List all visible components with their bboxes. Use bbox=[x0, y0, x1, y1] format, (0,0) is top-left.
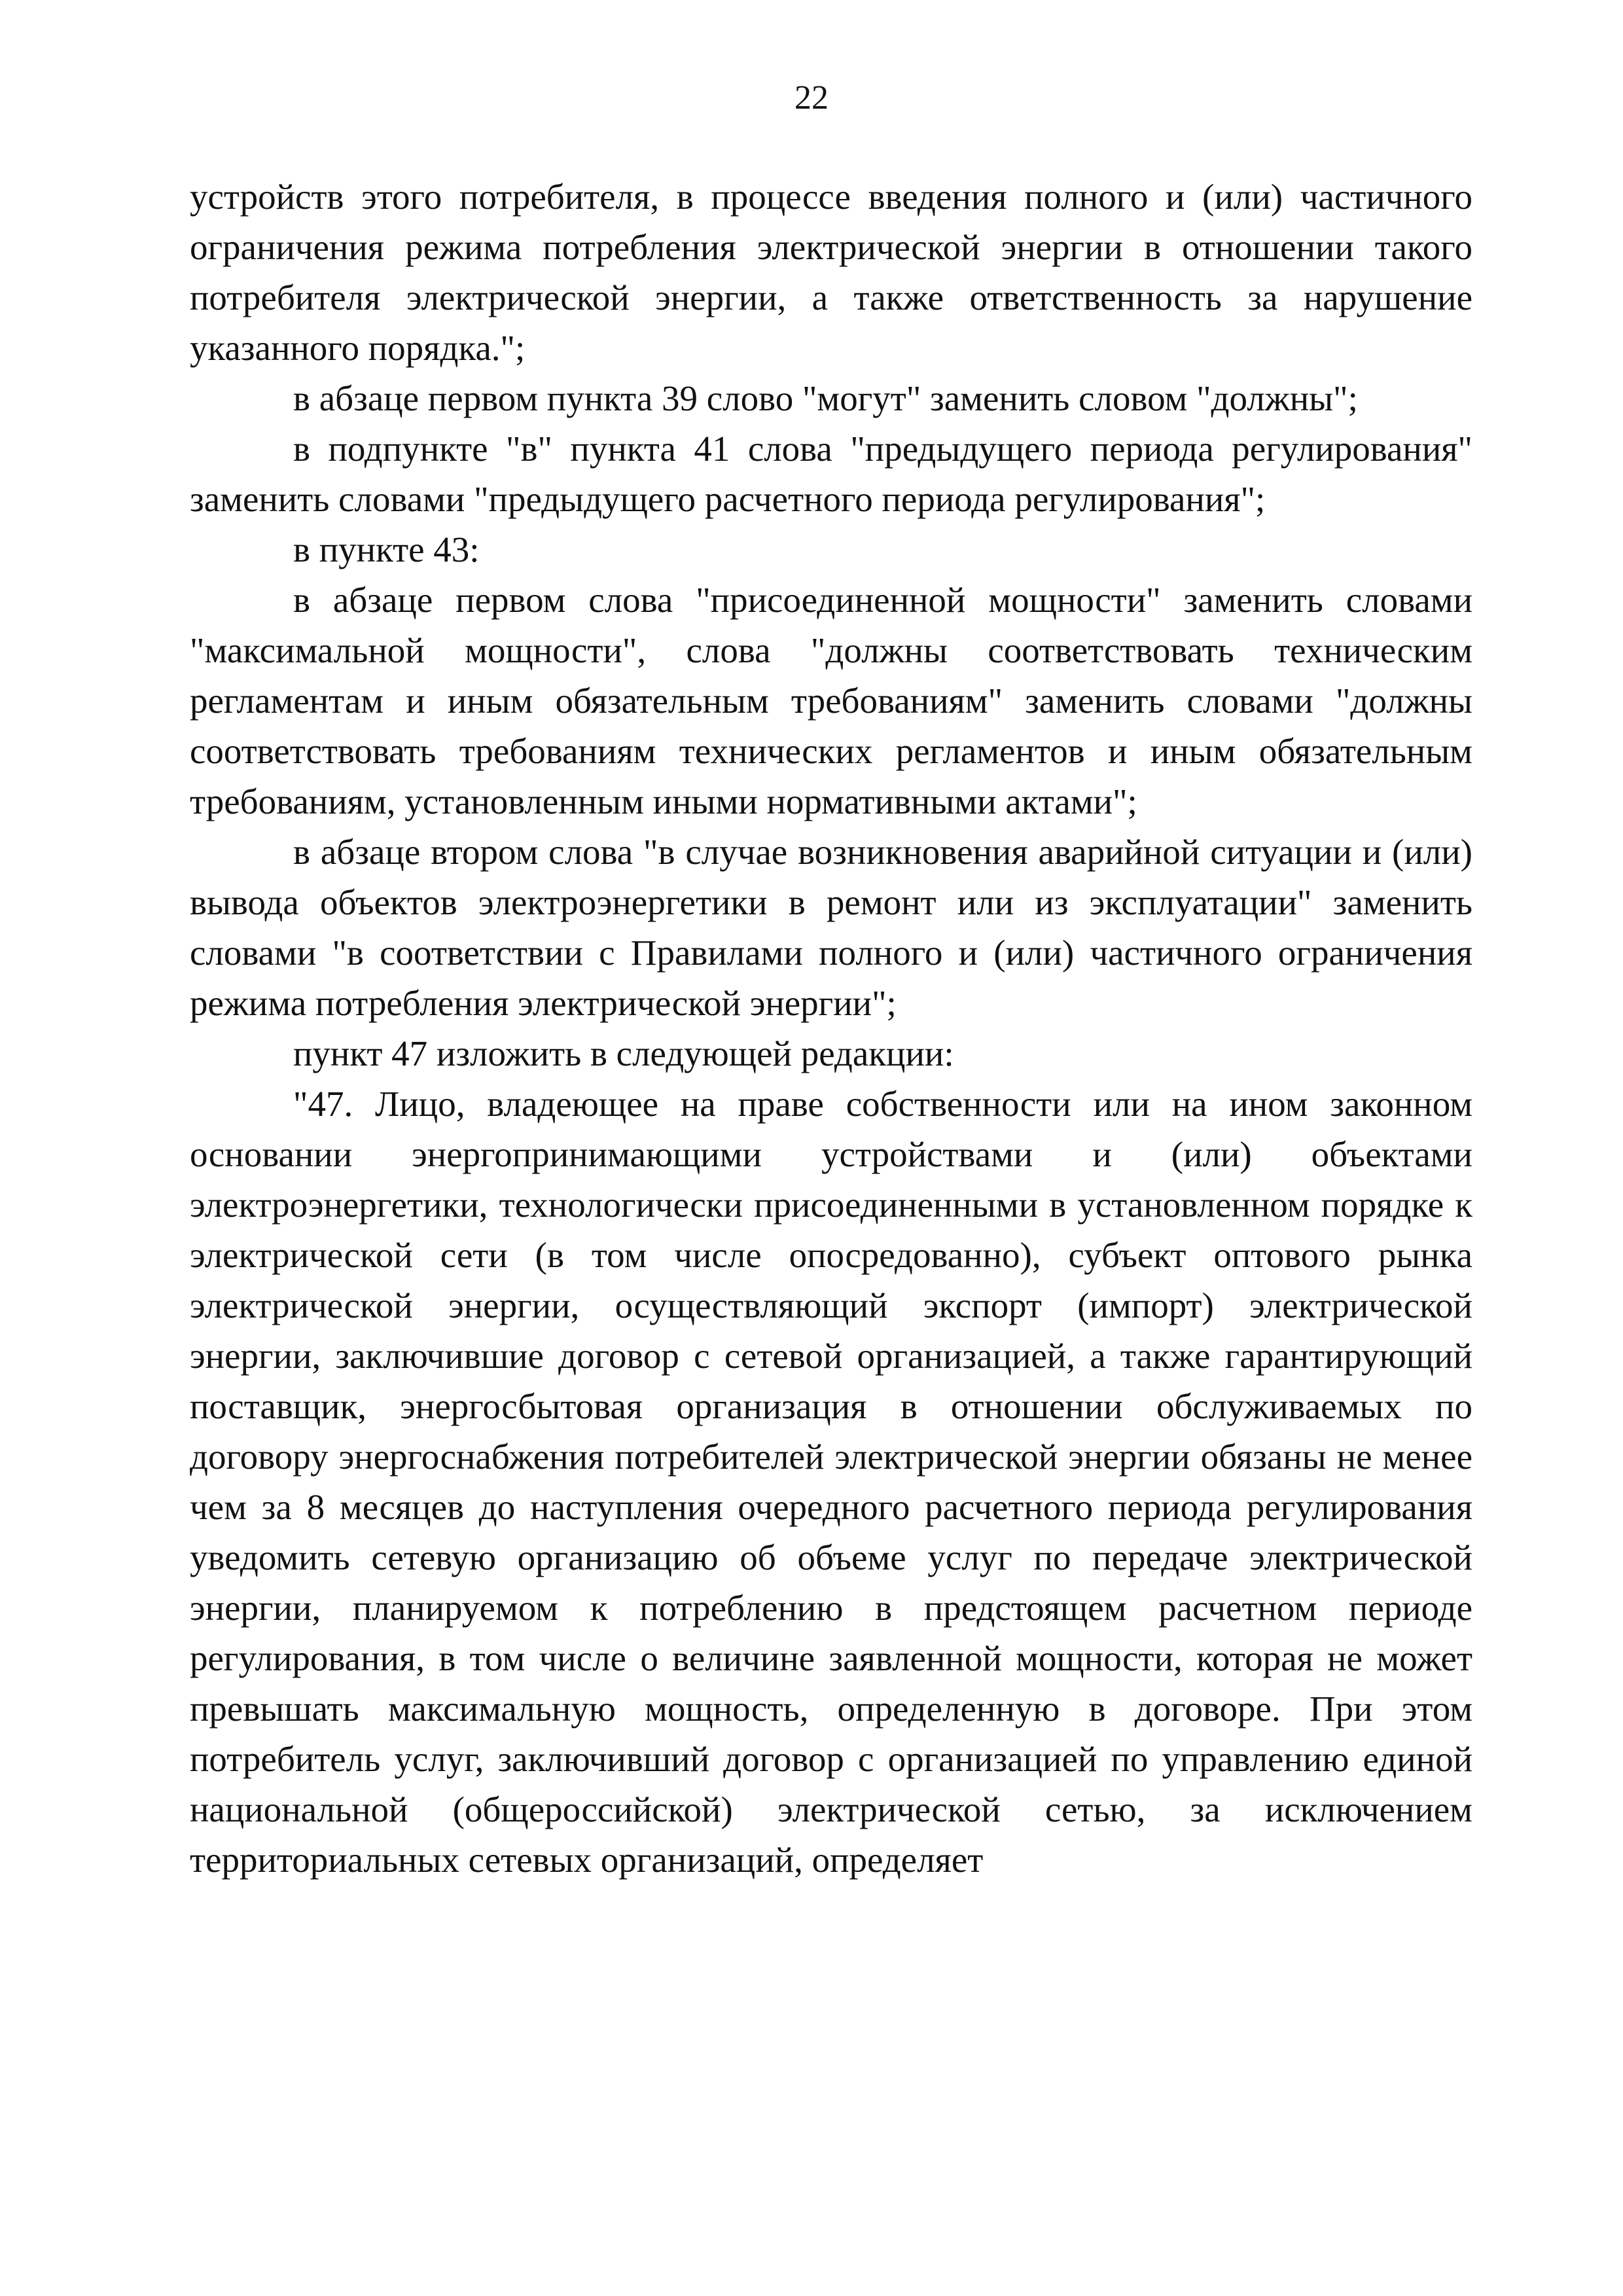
paragraph-item-43: в пункте 43: bbox=[293, 529, 480, 569]
paragraph-item-39: в абзаце первом пункта 39 слово "могут" заменить словом "должны"; bbox=[293, 378, 1358, 418]
paragraph-item-43-second: в абзаце втором слова "в случае возникновения аварийной ситуации и (или) вывода объектов электроэнергетики в ремонт или из эксплуатации" заменить словами "в соответствии с Правилами полного и (или) частичного ограничения режима потребления электрической энергии"; bbox=[190, 832, 1472, 1023]
paragraph-item-41: в подпункте "в" пункта 41 слова "предыдущего периода регулирования" заменить словами "предыдущего расчетного периода регулирования"; bbox=[190, 429, 1472, 519]
paragraph-continuation: устройств этого потребителя, в процессе введения полного и (или) частичного ограничения режима потребления электрической энергии в отношении такого потребителя электрической энергии, а также ответственность за нарушение указанного порядка."; bbox=[190, 177, 1472, 368]
paragraph-item-47: пункт 47 изложить в следующей редакции: bbox=[293, 1033, 954, 1073]
document-body bbox=[190, 171, 1472, 1885]
page-number: 22 bbox=[794, 79, 829, 117]
paragraph-item-43-first: в абзаце первом слова "присоединенной мощности" заменить словами "максимальной мощности", слова "должны соответствовать техническим регламентам и иным обязательным требованиям" заменить словами "должны соответствовать требованиям технических регламентов и иным обязательным требованиям, установленным иными нормативными актами"; bbox=[190, 580, 1472, 821]
paragraph-item-47-text: "47. Лицо, владеющее на праве собственности или на ином законном основании энергопринимающими устройствами и (или) объектами электроэнергетики, технологически присоединенными в установленном порядке к электрической сети (в том числе опосредованно), субъект оптового рынка электрической энергии, осуществляющий экспорт (импорт) электрической энергии, заключившие договор с сетевой организацией, а также гарантирующий поставщик, энергосбытовая организация в отношении обслуживаемых по договору энергоснабжения потребителей электрической энергии обязаны не менее чем за 8 месяцев до наступления очередного расчетного периода регулирования уведомить сетевую организацию об объеме услуг по передаче электрической энергии, планируемом к потреблению в предстоящем расчетном периоде регулирования, в том числе о величине заявленной мощности, которая не может превышать максимальную мощность, определенную в договоре. При этом потребитель услуг, заключивший договор с организацией по управлению единой национальной (общероссийской) электрической сетью, за исключением территориальных сетевых организаций, определяет bbox=[190, 1084, 1472, 1880]
